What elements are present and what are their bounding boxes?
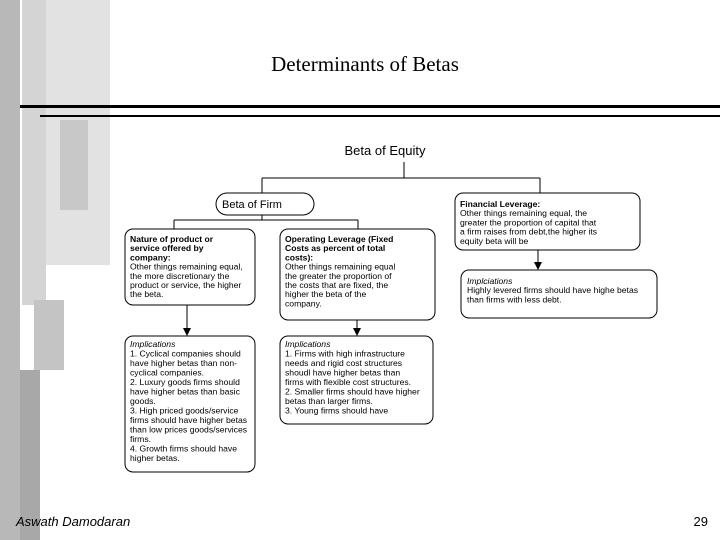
box-text-line: service offered by xyxy=(130,243,204,254)
box-text-line: the greater the proportion of xyxy=(285,270,392,281)
box-text-line: than firms with less debt. xyxy=(467,294,562,305)
box-text-line: Implciations xyxy=(467,276,513,286)
box-text-line: product or service, the higher xyxy=(130,280,242,290)
box-text-line: shoudl have higher betas than xyxy=(285,367,401,378)
box-text-line: Financial Leverage: xyxy=(460,199,541,209)
box-text-line: betas than larger firms. xyxy=(285,396,373,406)
box-text-line: 2. Smaller firms should have higher xyxy=(285,386,420,397)
box-text-line: goods. xyxy=(130,396,156,406)
box-text-line: 3. Young firms should have xyxy=(285,405,389,416)
box-text-line: 3. High priced goods/service xyxy=(130,405,239,416)
box-text-line: company: xyxy=(130,252,171,263)
box-text-line: 1. Cyclical companies should xyxy=(130,348,241,359)
box-text-line: the beta. xyxy=(130,289,164,300)
box-text-line: have higher betas than non- xyxy=(130,358,238,368)
page-title: Determinants of Betas xyxy=(271,52,459,76)
box-text-line: than low prices goods/services xyxy=(130,424,248,435)
box-text-line: greater the proportion of capital that xyxy=(460,217,597,228)
box-text-line: Implications xyxy=(130,339,176,349)
root-label: Beta of Equity xyxy=(344,143,426,158)
box-text-line: a firm raises from debt,the higher its xyxy=(460,226,598,237)
box-text-line: firms should have higher betas xyxy=(130,415,248,425)
box-text-line: firms. xyxy=(130,434,152,444)
firm-label: Beta of Firm xyxy=(222,199,282,211)
box-text-line: higher the beta of the xyxy=(285,289,367,300)
box-text-line: Other things remaining equal, xyxy=(130,261,243,272)
box-text-line: needs and rigid cost structures xyxy=(285,358,403,368)
box-text-line: Costs as percent of total xyxy=(285,243,386,254)
box-text-line: Other things remaining equal xyxy=(285,261,396,272)
box-text-line: company. xyxy=(285,298,322,309)
box-text-line: equity beta will be xyxy=(460,235,529,246)
box-text-line: 4. Growth firms should have xyxy=(130,443,237,454)
footer-page-number: 29 xyxy=(693,514,708,529)
box-text-line: higher betas. xyxy=(130,453,180,463)
box-text-line: the costs that are fixed, the xyxy=(285,280,389,290)
box-text-line: Operating Leverage (Fixed xyxy=(285,234,394,244)
box-text-line: Highly levered firms should have highe betas xyxy=(467,285,639,296)
box-text-line: Nature of product or xyxy=(130,234,214,244)
box-text-line: 2. Luxury goods firms should xyxy=(130,377,240,387)
box-text-line: Implications xyxy=(285,339,331,349)
box-text-line: firms with flexible cost structures. xyxy=(285,377,412,387)
box-text-line: costs): xyxy=(285,252,314,263)
box-text-line: Other things remaining equal, the xyxy=(460,208,588,219)
box-text-line: 1. Firms with high infrastructure xyxy=(285,348,405,359)
box-text-line: cyclical companies. xyxy=(130,367,205,378)
box-text-line: the more discretionary the xyxy=(130,270,230,281)
footer-author: Aswath Damodaran xyxy=(16,514,131,529)
box-text-line: have higher betas than basic xyxy=(130,386,240,397)
